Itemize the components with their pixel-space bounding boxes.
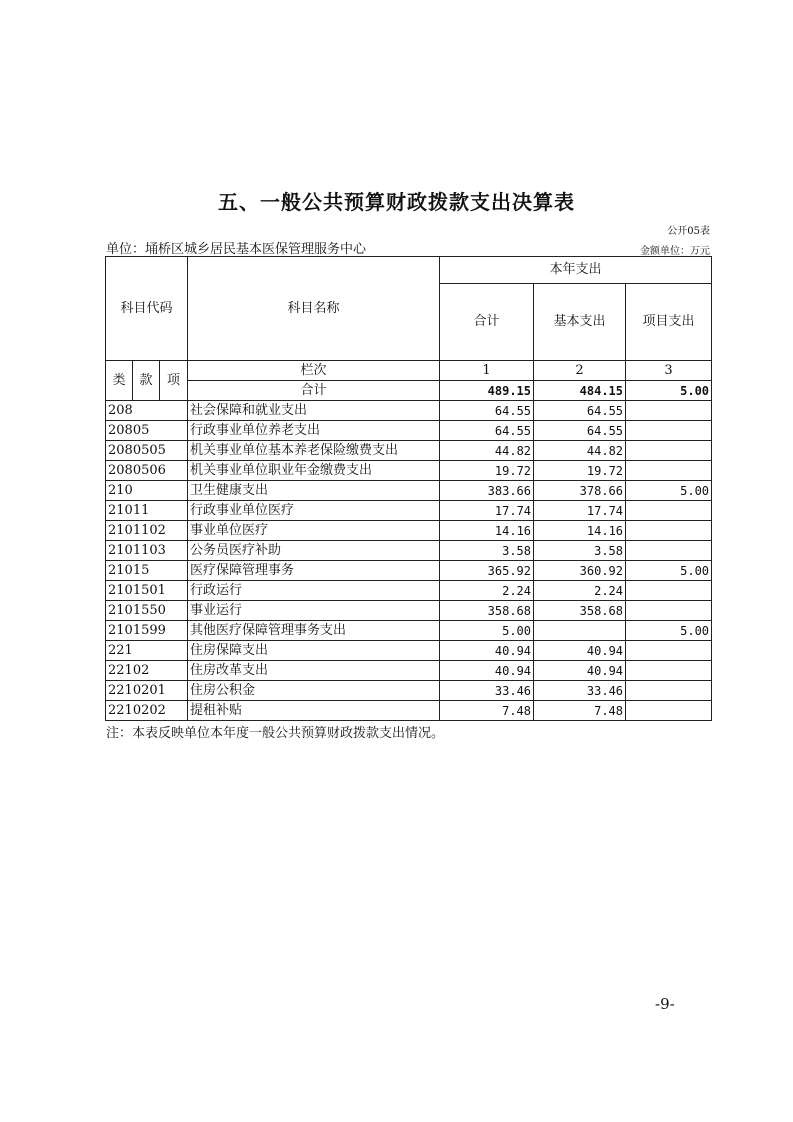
- row-code: 2080505: [106, 441, 188, 461]
- row-basic: 378.66: [534, 481, 626, 501]
- row-basic: 40.94: [534, 641, 626, 661]
- form-number: 公开05表: [667, 226, 710, 237]
- row-name: 行政事业单位养老支出: [188, 421, 440, 441]
- row-total: 3.58: [440, 541, 534, 561]
- row-code: 21015: [106, 561, 188, 581]
- row-total: 19.72: [440, 461, 534, 481]
- row-name: 事业运行: [188, 601, 440, 621]
- table-row: [106, 441, 712, 461]
- col-index-2: 2: [534, 361, 626, 381]
- header-lei: 类: [106, 361, 133, 401]
- row-project: [626, 501, 712, 521]
- row-basic: 17.74: [534, 501, 626, 521]
- table-row: [106, 681, 712, 701]
- row-name: 住房保障支出: [188, 641, 440, 661]
- table-row: [106, 461, 712, 481]
- row-project: [626, 581, 712, 601]
- header-total: 合计: [440, 284, 534, 361]
- row-project: 5.00: [626, 481, 712, 501]
- expenditure-table: [105, 256, 712, 721]
- row-name: 社会保障和就业支出: [188, 401, 440, 421]
- table-row: [106, 501, 712, 521]
- row-code: 21011: [106, 501, 188, 521]
- row-total: 40.94: [440, 641, 534, 661]
- table-row: [106, 601, 712, 621]
- row-project: 5.00: [626, 621, 712, 641]
- row-code: 221: [106, 641, 188, 661]
- row-basic: 33.46: [534, 681, 626, 701]
- row-project: [626, 461, 712, 481]
- row-total: 14.16: [440, 521, 534, 541]
- table-row: [106, 621, 712, 641]
- row-project: [626, 661, 712, 681]
- total-row-project: 5.00: [626, 381, 712, 401]
- total-row-total: 489.15: [440, 381, 534, 401]
- page-number: -9-: [655, 995, 675, 1013]
- table-row: [106, 641, 712, 661]
- row-total: 5.00: [440, 621, 534, 641]
- header-xiang: 项: [160, 361, 188, 401]
- row-total: 2.24: [440, 581, 534, 601]
- row-total: 383.66: [440, 481, 534, 501]
- row-basic: 64.55: [534, 401, 626, 421]
- row-project: [626, 421, 712, 441]
- row-code: 2101103: [106, 541, 188, 561]
- row-basic: 14.16: [534, 521, 626, 541]
- header-basic: 基本支出: [534, 284, 626, 361]
- row-code: 2210201: [106, 681, 188, 701]
- row-basic: 40.94: [534, 661, 626, 681]
- table-row: [106, 701, 712, 721]
- row-name: 行政运行: [188, 581, 440, 601]
- row-basic: 44.82: [534, 441, 626, 461]
- row-basic: 19.72: [534, 461, 626, 481]
- row-project: [626, 681, 712, 701]
- row-basic: 358.68: [534, 601, 626, 621]
- header-name: 科目名称: [188, 257, 440, 361]
- row-project: [626, 641, 712, 661]
- table-row: [106, 661, 712, 681]
- row-code: 2101102: [106, 521, 188, 541]
- page-title: 五、一般公共预算财政拨款支出决算表: [218, 190, 575, 214]
- row-project: 5.00: [626, 561, 712, 581]
- row-basic: 64.55: [534, 421, 626, 441]
- table-row: [106, 401, 712, 421]
- row-basic: 360.92: [534, 561, 626, 581]
- row-name: 机关事业单位基本养老保险缴费支出: [188, 441, 440, 461]
- header-kuan: 款: [133, 361, 160, 401]
- row-project: [626, 541, 712, 561]
- row-code: 20805: [106, 421, 188, 441]
- row-name: 公务员医疗补助: [188, 541, 440, 561]
- row-code: 2210202: [106, 701, 188, 721]
- row-total: 358.68: [440, 601, 534, 621]
- header-year-expenditure: 本年支出: [440, 257, 712, 284]
- row-total: 44.82: [440, 441, 534, 461]
- row-code: 210: [106, 481, 188, 501]
- row-name: 住房公积金: [188, 681, 440, 701]
- row-code: 22102: [106, 661, 188, 681]
- table-row: [106, 481, 712, 501]
- row-total: 33.46: [440, 681, 534, 701]
- row-name: 事业单位医疗: [188, 521, 440, 541]
- row-basic: 2.24: [534, 581, 626, 601]
- row-name: 医疗保障管理事务: [188, 561, 440, 581]
- row-total: 64.55: [440, 421, 534, 441]
- table-row: [106, 421, 712, 441]
- row-name: 提租补贴: [188, 701, 440, 721]
- header-project: 项目支出: [626, 284, 712, 361]
- header-code: 科目代码: [106, 257, 188, 361]
- row-project: [626, 441, 712, 461]
- row-project: [626, 701, 712, 721]
- row-total: 17.74: [440, 501, 534, 521]
- total-row-basic: 484.15: [534, 381, 626, 401]
- row-code: 2101501: [106, 581, 188, 601]
- row-basic: 3.58: [534, 541, 626, 561]
- row-name: 其他医疗保障管理事务支出: [188, 621, 440, 641]
- row-basic: [534, 621, 626, 641]
- table-note: 注：本表反映单位本年度一般公共预算财政拨款支出情况。: [106, 726, 445, 741]
- row-code: 208: [106, 401, 188, 421]
- row-name: 卫生健康支出: [188, 481, 440, 501]
- header-lanci: 栏次: [188, 361, 440, 381]
- money-unit-label: 金额单位：万元: [640, 246, 710, 257]
- row-name: 机关事业单位职业年金缴费支出: [188, 461, 440, 481]
- table-row: [106, 561, 712, 581]
- row-name: 住房改革支出: [188, 661, 440, 681]
- row-total: 40.94: [440, 661, 534, 681]
- col-index-3: 3: [626, 361, 712, 381]
- row-basic: 7.48: [534, 701, 626, 721]
- row-code: 2080506: [106, 461, 188, 481]
- unit-label: 单位：埇桥区城乡居民基本医保管理服务中心: [106, 242, 367, 257]
- row-code: 2101599: [106, 621, 188, 641]
- table-row: [106, 521, 712, 541]
- row-total: 64.55: [440, 401, 534, 421]
- total-row-label: 合计: [188, 381, 440, 401]
- row-project: [626, 601, 712, 621]
- row-total: 7.48: [440, 701, 534, 721]
- row-name: 行政事业单位医疗: [188, 501, 440, 521]
- row-project: [626, 401, 712, 421]
- table-row: [106, 541, 712, 561]
- row-project: [626, 521, 712, 541]
- table-row: [106, 581, 712, 601]
- row-total: 365.92: [440, 561, 534, 581]
- row-code: 2101550: [106, 601, 188, 621]
- col-index-1: 1: [440, 361, 534, 381]
